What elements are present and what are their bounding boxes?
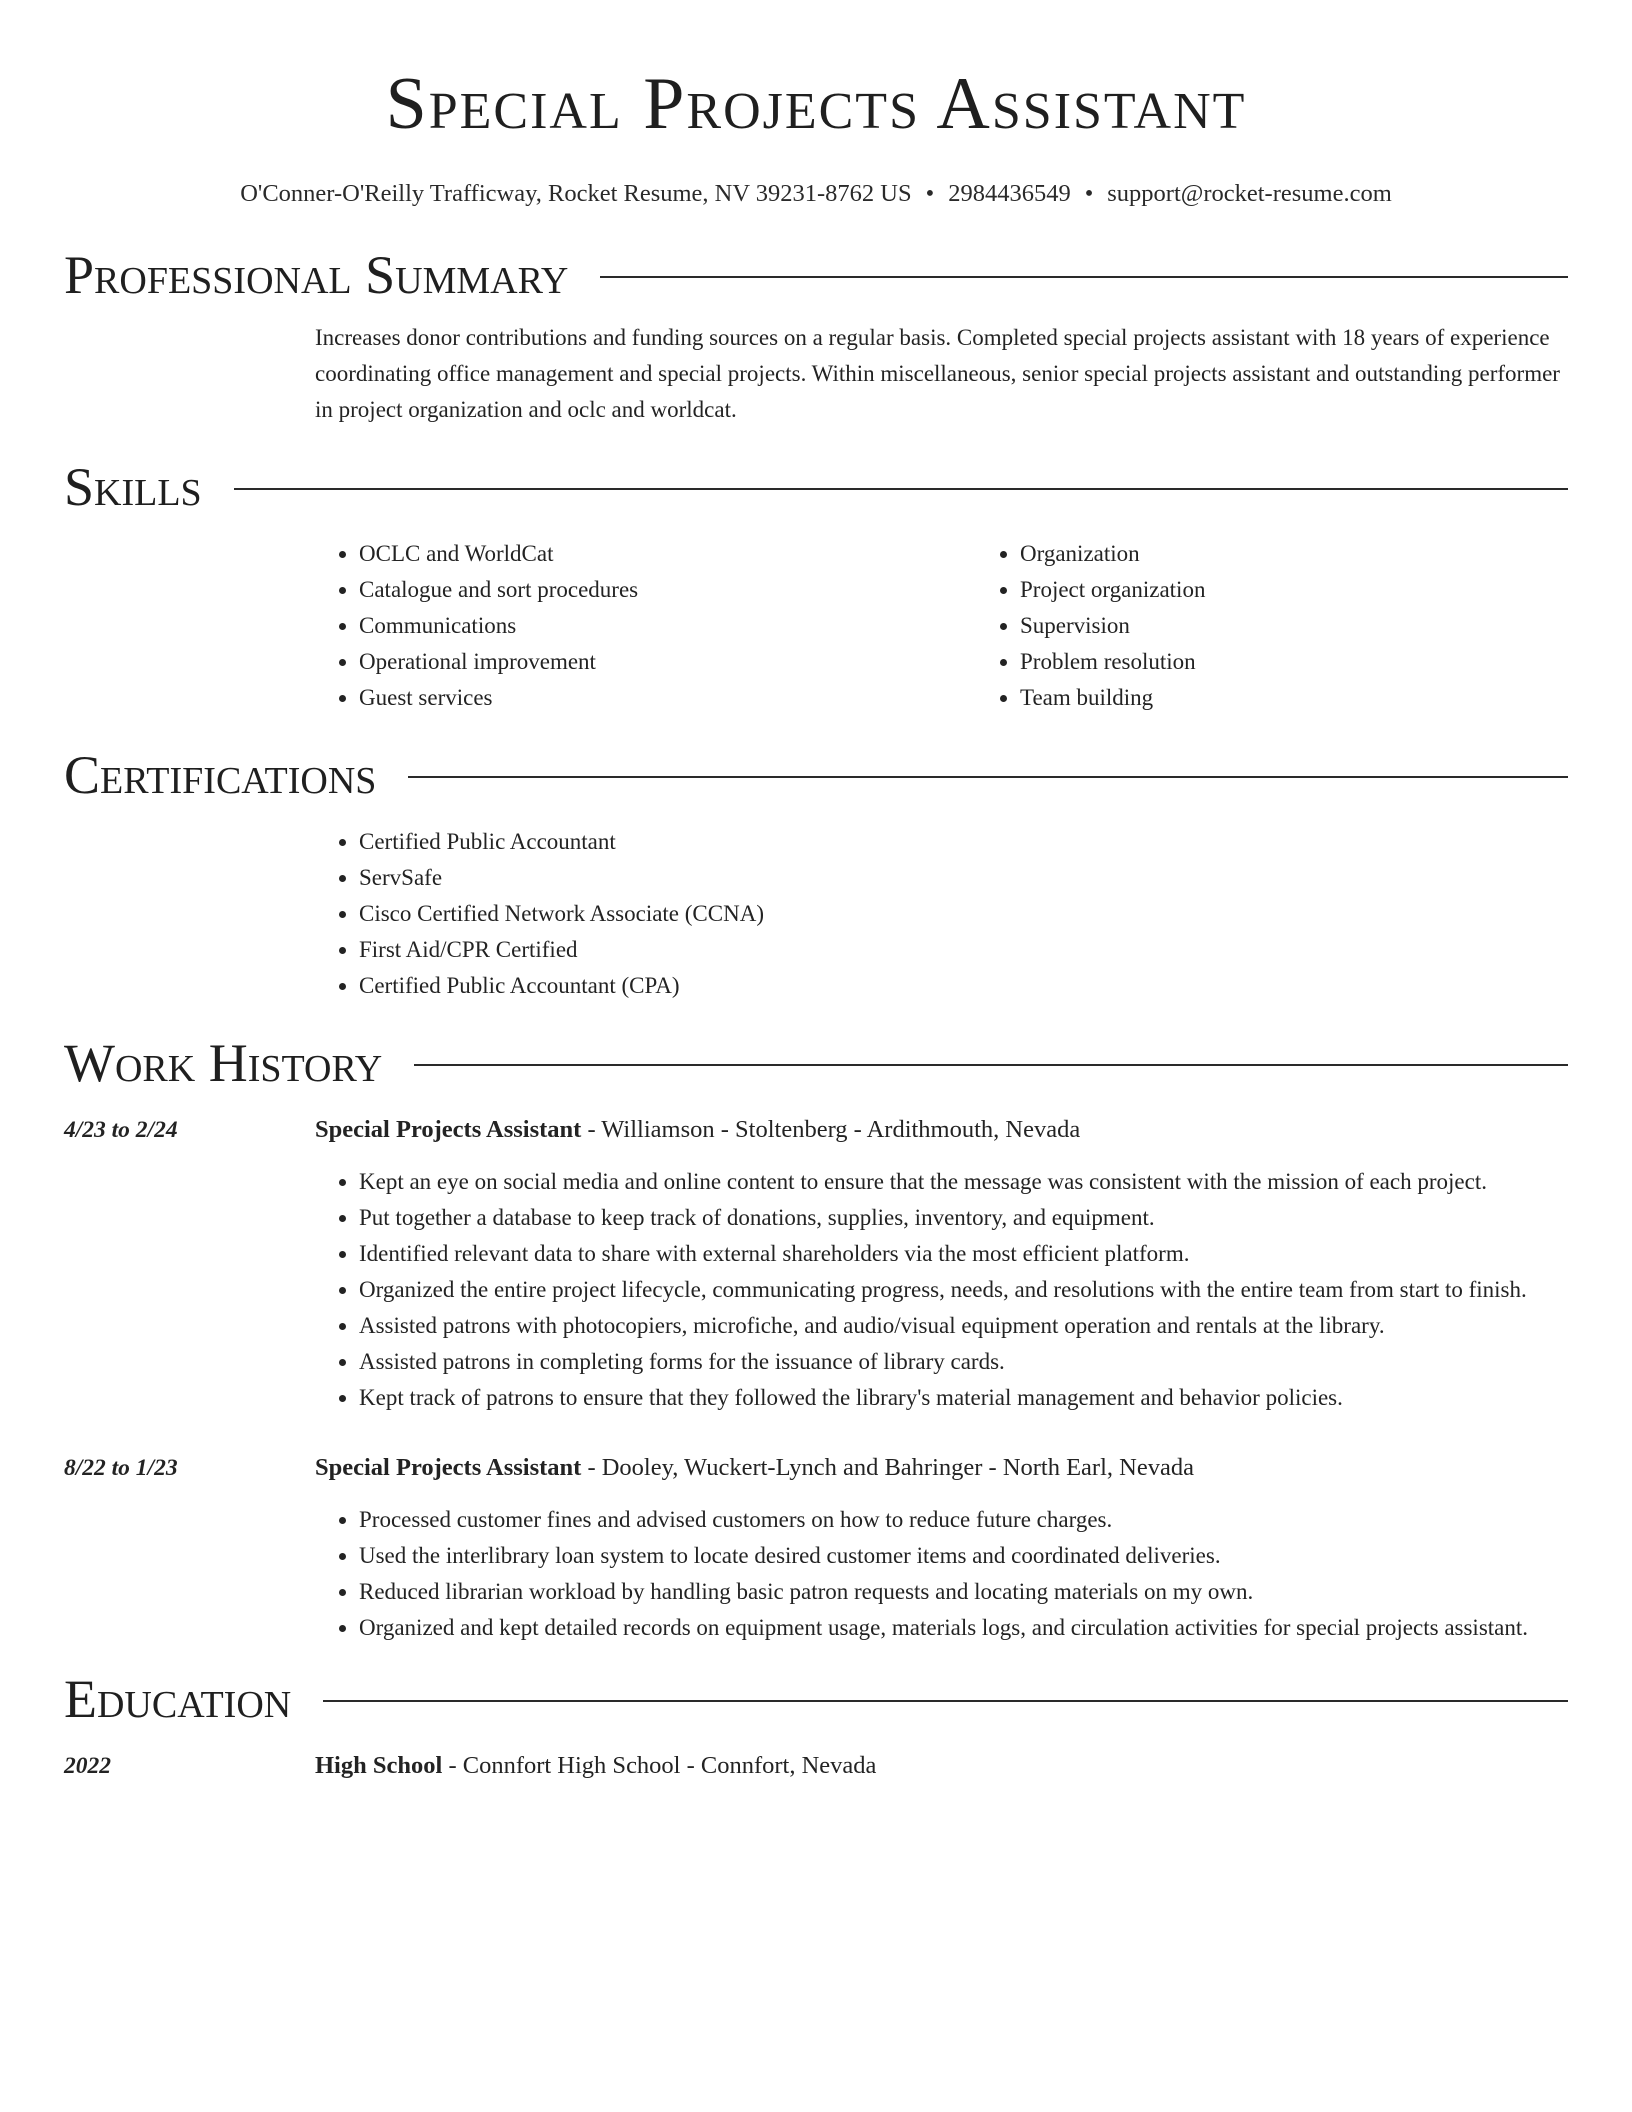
job-title: Special Projects Assistant (315, 1454, 582, 1481)
certification-item: • ServSafe (359, 860, 1568, 896)
summary-body (315, 320, 1568, 428)
skills-heading: Skills (64, 457, 202, 517)
section-divider (600, 276, 1568, 278)
skill-item: • Team building (1020, 680, 1632, 716)
contact-separator: • (925, 180, 935, 207)
certification-item: • Certified Public Accountant (CPA) (359, 968, 1568, 1004)
contact-line (64, 178, 1568, 210)
job-bullet: • Put together a database to keep track of donations, supplies, inventory, and equipment. (359, 1200, 1568, 1236)
education-section-header (64, 1668, 1568, 1730)
skill-item: • Guest services (359, 680, 976, 716)
skill-item: • OCLC and WorldCat (359, 536, 976, 572)
work-heading: Work History (64, 1033, 383, 1093)
contact-separator: • (1084, 180, 1094, 207)
certifications-heading: Certifications (64, 745, 377, 805)
summary-text: Increases donor contributions and funding sources on a regular basis. Completed special projects assistant with 18 years of experience coordinating office management and special projects. Within miscellaneous, senior special projects assistant and outstanding performer in project organization and oclc and worldcat. (315, 325, 1560, 422)
work-title-line (315, 1450, 1568, 1486)
job-bullet: • Kept track of patrons to ensure that they followed the library's material management and behavior policies. (359, 1380, 1568, 1416)
contact-phone: 2984436549 (948, 180, 1071, 207)
skill-item: • Problem resolution (1020, 644, 1632, 680)
section-divider (414, 1064, 1568, 1066)
contact-address: O'Conner-O'Reilly Trafficway, Rocket Resume, NV 39231-8762 US (240, 180, 912, 207)
certifications-body (315, 824, 1568, 1004)
certification-item: • Certified Public Accountant (359, 824, 1568, 860)
job-bullet: • Assisted patrons with photocopiers, microfiche, and audio/visual equipment operation and rentals at the library. (359, 1308, 1568, 1344)
certification-item: • Cisco Certified Network Associate (CCNA) (359, 896, 1568, 932)
job-bullet: • Identified relevant data to share with external shareholders via the most efficient platform. (359, 1236, 1568, 1272)
skill-item: • Project organization (1020, 572, 1632, 608)
skills-list (315, 536, 1568, 716)
skill-item: • Supervision (1020, 608, 1632, 644)
work-entry (64, 1112, 1568, 1416)
work-title-line (315, 1112, 1568, 1148)
job-employer: - Dooley, Wuckert-Lynch and Bahringer - North Earl, Nevada (581, 1454, 1194, 1481)
job-bullets (315, 1502, 1568, 1646)
skills-column-right (976, 536, 1632, 716)
education-degree: High School (315, 1752, 443, 1779)
education-year: 2022 (64, 1753, 111, 1779)
certifications-section-header (64, 744, 1568, 806)
skill-item: • Communications (359, 608, 976, 644)
skills-section-header (64, 456, 1568, 518)
job-bullet: • Processed customer fines and advised customers on how to reduce future charges. (359, 1502, 1568, 1538)
summary-heading: Professional Summary (64, 245, 569, 305)
job-bullet: • Kept an eye on social media and online content to ensure that the message was consistent with the mission of each project. (359, 1164, 1568, 1200)
job-bullet: • Reduced librarian workload by handling basic patron requests and locating materials on my own. (359, 1574, 1568, 1610)
job-bullet: • Organized and kept detailed records on equipment usage, materials logs, and circulation activities for special projects assistant. (359, 1610, 1568, 1646)
contact-email: support@rocket-resume.com (1107, 180, 1392, 207)
job-bullet: • Assisted patrons in completing forms for the issuance of library cards. (359, 1344, 1568, 1380)
work-entry (64, 1450, 1568, 1646)
summary-section-header (64, 244, 1568, 306)
education-school: - Connfort High School - Connfort, Nevada (442, 1752, 877, 1779)
skill-item: • Catalogue and sort procedures (359, 572, 976, 608)
skills-column-left (315, 536, 976, 716)
education-entry (64, 1748, 1568, 1784)
work-entry-main (315, 1450, 1568, 1646)
education-entry-main (315, 1748, 1568, 1784)
skill-item: • Operational improvement (359, 644, 976, 680)
certification-item: • First Aid/CPR Certified (359, 932, 1568, 968)
section-divider (234, 488, 1568, 490)
work-dates: 4/23 to 2/24 (64, 1117, 178, 1143)
work-dates: 8/22 to 1/23 (64, 1455, 178, 1481)
work-entry-main (315, 1112, 1568, 1416)
job-bullet: • Used the interlibrary loan system to locate desired customer items and coordinated deliveries. (359, 1538, 1568, 1574)
job-employer: - Williamson - Stoltenberg - Ardithmouth, Nevada (581, 1116, 1081, 1143)
job-bullets (315, 1164, 1568, 1416)
education-title-line (315, 1748, 1568, 1784)
section-divider (408, 776, 1568, 778)
skill-item: • Organization (1020, 536, 1632, 572)
education-heading: Education (64, 1669, 292, 1729)
job-bullet: • Organized the entire project lifecycle, communicating progress, needs, and resolutions with the entire team from start to finish. (359, 1272, 1568, 1308)
work-section-header (64, 1032, 1568, 1094)
certifications-list (315, 824, 1568, 1004)
job-title: Special Projects Assistant (315, 1116, 582, 1143)
section-divider (323, 1700, 1568, 1702)
resume-name: Special Projects Assistant (385, 63, 1247, 145)
